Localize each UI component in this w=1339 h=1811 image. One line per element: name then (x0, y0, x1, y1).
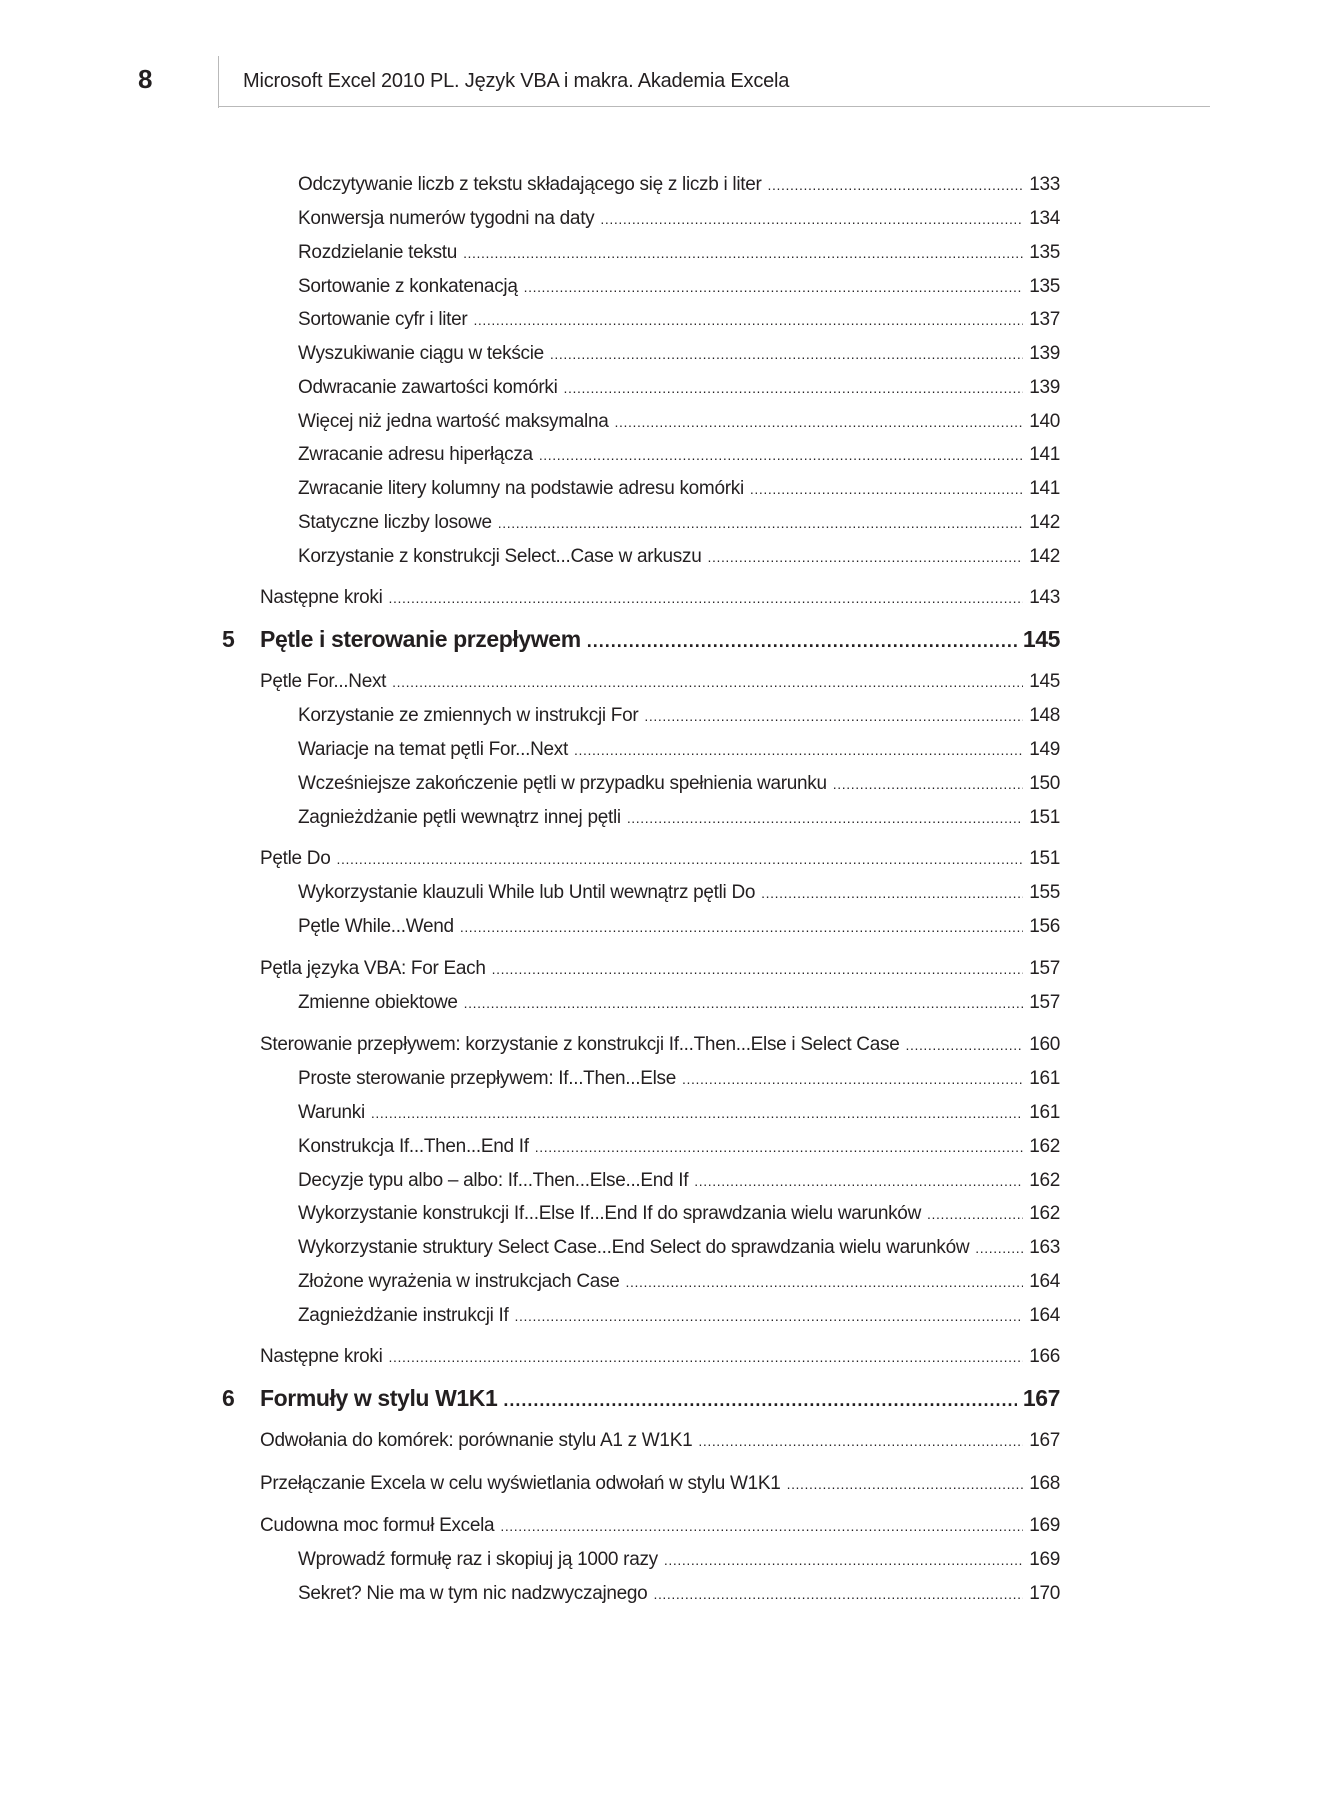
page-ref: 157 (1029, 992, 1060, 1013)
dot-leader (750, 475, 1023, 503)
toc-entry (298, 1580, 1060, 1608)
page-ref: 148 (1029, 705, 1060, 726)
dot-leader (500, 1512, 1023, 1540)
toc-entry (298, 408, 1060, 436)
toc-entry (260, 1031, 1060, 1059)
entry-title: Rozdzielanie tekstu (298, 242, 458, 263)
dot-leader (653, 1580, 1023, 1608)
page-ref: 167 (1022, 1385, 1060, 1411)
toc-entry (298, 702, 1060, 730)
dot-leader (535, 1133, 1023, 1161)
dot-leader (768, 171, 1024, 199)
toc-entry (298, 239, 1060, 267)
toc-entry (298, 879, 1060, 907)
toc-entry (298, 1546, 1060, 1574)
entry-title: Wykorzystanie konstrukcji If...Else If...End If do sprawdzania wielu warunków (298, 1203, 921, 1224)
page-ref: 141 (1029, 444, 1060, 465)
entry-title: Odczytywanie liczb z tekstu składającego się z liczb i liter (298, 174, 762, 195)
entry-title: Sortowanie cyfr i liter (298, 309, 468, 330)
entry-title: Wprowadź formułę raz i skopiuj ją 1000 razy (298, 1549, 658, 1570)
dot-leader (473, 306, 1023, 334)
entry-title: Odwracanie zawartości komórki (298, 377, 558, 398)
toc-entry (298, 1065, 1060, 1093)
entry-title: Złożone wyrażenia w instrukcjach Case (298, 1271, 620, 1292)
dot-leader (600, 205, 1023, 233)
dot-leader (498, 509, 1023, 537)
dot-leader (626, 1268, 1024, 1296)
book-title: Microsoft Excel 2010 PL. Język VBA i makra. Akademia Excela (243, 70, 790, 92)
toc-entry (298, 770, 1060, 798)
chapter-number: 5 (222, 626, 235, 652)
toc-entry (260, 668, 1060, 696)
page-ref: 134 (1029, 208, 1060, 229)
entry-title: Wariacje na temat pętli For...Next (298, 739, 568, 760)
entry-title: Zwracanie litery kolumny na podstawie adresu komórki (298, 478, 744, 499)
entry-title: Zwracanie adresu hiperłącza (298, 444, 533, 465)
toc-entry (260, 584, 1060, 612)
page-ref: 139 (1029, 377, 1060, 398)
toc-entry (298, 804, 1060, 832)
dot-leader (371, 1099, 1023, 1127)
page-ref: 161 (1029, 1102, 1060, 1123)
dot-leader (905, 1031, 1023, 1059)
page-ref: 169 (1029, 1515, 1060, 1536)
page-ref: 140 (1029, 411, 1060, 432)
entry-title: Konstrukcja If...Then...End If (298, 1136, 529, 1157)
entry-title: Pętla języka VBA: For Each (260, 958, 486, 979)
chapter-title: Formuły w stylu W1K1 (260, 1385, 498, 1411)
toc-entry (298, 273, 1060, 301)
chapter-heading (222, 1381, 497, 1415)
page-ref: 145 (1022, 626, 1060, 652)
chapter-title: Pętle i sterowanie przepływem (260, 626, 581, 652)
toc-entry (298, 1200, 1060, 1228)
dot-leader (761, 879, 1023, 907)
dot-leader (927, 1200, 1023, 1228)
page-ref: 169 (1029, 1549, 1060, 1570)
dot-leader (550, 340, 1023, 368)
dot-leader (787, 1470, 1024, 1498)
page-ref: 163 (1029, 1237, 1060, 1258)
toc-entry (298, 736, 1060, 764)
toc-entry (260, 1470, 1060, 1498)
dot-leader (503, 1383, 1016, 1417)
toc-entry (298, 1302, 1060, 1330)
entry-title: Wykorzystanie struktury Select Case...End Select do sprawdzania wielu warunków (298, 1237, 970, 1258)
toc-entry (298, 1167, 1060, 1195)
page-ref: 162 (1029, 1170, 1060, 1191)
toc-entry (298, 509, 1060, 537)
entry-title: Zagnieżdżanie pętli wewnątrz innej pętli (298, 807, 621, 828)
entry-title: Pętle For...Next (260, 671, 387, 692)
dot-leader (833, 770, 1023, 798)
toc-entry (298, 543, 1060, 571)
entry-title: Cudowna moc formuł Excela (260, 1515, 495, 1536)
toc-entry (298, 1099, 1060, 1127)
entry-title: Wykorzystanie klauzuli While lub Until wewnątrz pętli Do (298, 882, 756, 903)
toc-entry (298, 1268, 1060, 1296)
dot-leader (389, 584, 1024, 612)
entry-title: Następne kroki (260, 587, 383, 608)
dot-leader (644, 702, 1023, 730)
toc-chapter-entry (222, 622, 1060, 656)
entry-title: Wyszukiwanie ciągu w tekście (298, 343, 544, 364)
dot-leader (515, 1302, 1024, 1330)
page-ref: 168 (1029, 1473, 1060, 1494)
entry-title: Statyczne liczby losowe (298, 512, 492, 533)
toc-entry (298, 205, 1060, 233)
dot-leader (392, 668, 1023, 696)
entry-title: Sterowanie przepływem: korzystanie z konstrukcji If...Then...Else i Select Case (260, 1034, 900, 1055)
dot-leader (524, 273, 1024, 301)
page-ref: 151 (1029, 807, 1060, 828)
dot-leader (664, 1546, 1023, 1574)
dot-leader (627, 804, 1023, 832)
toc-entry (260, 1512, 1060, 1540)
page-ref: 156 (1029, 916, 1060, 937)
page-ref: 155 (1029, 882, 1060, 903)
entry-title: Pętle While...Wend (298, 916, 454, 937)
toc-entry (298, 913, 1060, 941)
entry-title: Następne kroki (260, 1346, 383, 1367)
toc-entry (298, 1234, 1060, 1262)
toc-entry (298, 441, 1060, 469)
page-ref: 135 (1029, 276, 1060, 297)
entry-title: Wcześniejsze zakończenie pętli w przypadku spełnienia warunku (298, 773, 827, 794)
entry-title: Sortowanie z konkatenacją (298, 276, 518, 297)
page-ref: 142 (1029, 512, 1060, 533)
dot-leader (682, 1065, 1023, 1093)
page-ref: 170 (1029, 1583, 1060, 1604)
page-ref: 137 (1029, 309, 1060, 330)
entry-title: Odwołania do komórek: porównanie stylu A1 z W1K1 (260, 1430, 693, 1451)
dot-leader (975, 1234, 1023, 1262)
entry-title: Konwersja numerów tygodni na daty (298, 208, 595, 229)
toc-entry (298, 475, 1060, 503)
entry-title: Warunki (298, 1102, 365, 1123)
entry-title: Korzystanie ze zmiennych w instrukcji For (298, 705, 639, 726)
dot-leader (698, 1427, 1023, 1455)
page-ref: 135 (1029, 242, 1060, 263)
entry-title: Więcej niż jedna wartość maksymalna (298, 411, 609, 432)
page-ref: 141 (1029, 478, 1060, 499)
dot-leader (615, 408, 1024, 436)
dot-leader (460, 913, 1023, 941)
chapter-number: 6 (222, 1385, 235, 1411)
toc-entry (260, 1427, 1060, 1455)
page-ref: 160 (1029, 1034, 1060, 1055)
dot-leader (564, 374, 1024, 402)
page-ref: 162 (1029, 1203, 1060, 1224)
entry-title: Korzystanie z konstrukcji Select...Case w arkuszu (298, 546, 702, 567)
toc-entry (298, 306, 1060, 334)
entry-title: Zagnieżdżanie instrukcji If (298, 1305, 509, 1326)
dot-leader (336, 845, 1023, 873)
dot-leader (463, 239, 1023, 267)
page-ref: 166 (1029, 1346, 1060, 1367)
entry-title: Zmienne obiektowe (298, 992, 458, 1013)
toc-entry (298, 374, 1060, 402)
dot-leader (707, 543, 1023, 571)
page-ref: 133 (1029, 174, 1060, 195)
page-ref: 157 (1029, 958, 1060, 979)
page-ref: 149 (1029, 739, 1060, 760)
entry-title: Proste sterowanie przepływem: If...Then...Else (298, 1068, 676, 1089)
dot-leader (492, 955, 1024, 983)
entry-title: Pętle Do (260, 848, 331, 869)
page-ref: 139 (1029, 343, 1060, 364)
page-ref: 150 (1029, 773, 1060, 794)
toc-entry (298, 340, 1060, 368)
entry-title: Przełączanie Excela w celu wyświetlania odwołań w stylu W1K1 (260, 1473, 781, 1494)
dot-leader (694, 1167, 1023, 1195)
toc-entry (260, 845, 1060, 873)
toc-entry (260, 1343, 1060, 1371)
dot-leader (574, 736, 1023, 764)
entry-title: Decyzje typu albo – albo: If...Then...Else...End If (298, 1170, 689, 1191)
page-ref: 167 (1029, 1430, 1060, 1451)
page-ref: 145 (1029, 671, 1060, 692)
dot-leader (539, 441, 1023, 469)
toc-entry (298, 171, 1060, 199)
toc-chapter-entry (222, 1381, 1060, 1415)
toc-entry (260, 955, 1060, 983)
toc-entry (298, 989, 1060, 1017)
page-ref: 162 (1029, 1136, 1060, 1157)
page-ref: 164 (1029, 1271, 1060, 1292)
dot-leader (587, 624, 1017, 658)
entry-title: Sekret? Nie ma w tym nic nadzwyczajnego (298, 1583, 648, 1604)
page-ref: 164 (1029, 1305, 1060, 1326)
page-ref: 161 (1029, 1068, 1060, 1089)
toc-entry (298, 1133, 1060, 1161)
dot-leader (464, 989, 1024, 1017)
page-ref: 151 (1029, 848, 1060, 869)
chapter-heading (222, 622, 581, 656)
page-number: 8 (138, 64, 153, 94)
dot-leader (389, 1343, 1024, 1371)
page-ref: 142 (1029, 546, 1060, 567)
page-ref: 143 (1029, 587, 1060, 608)
